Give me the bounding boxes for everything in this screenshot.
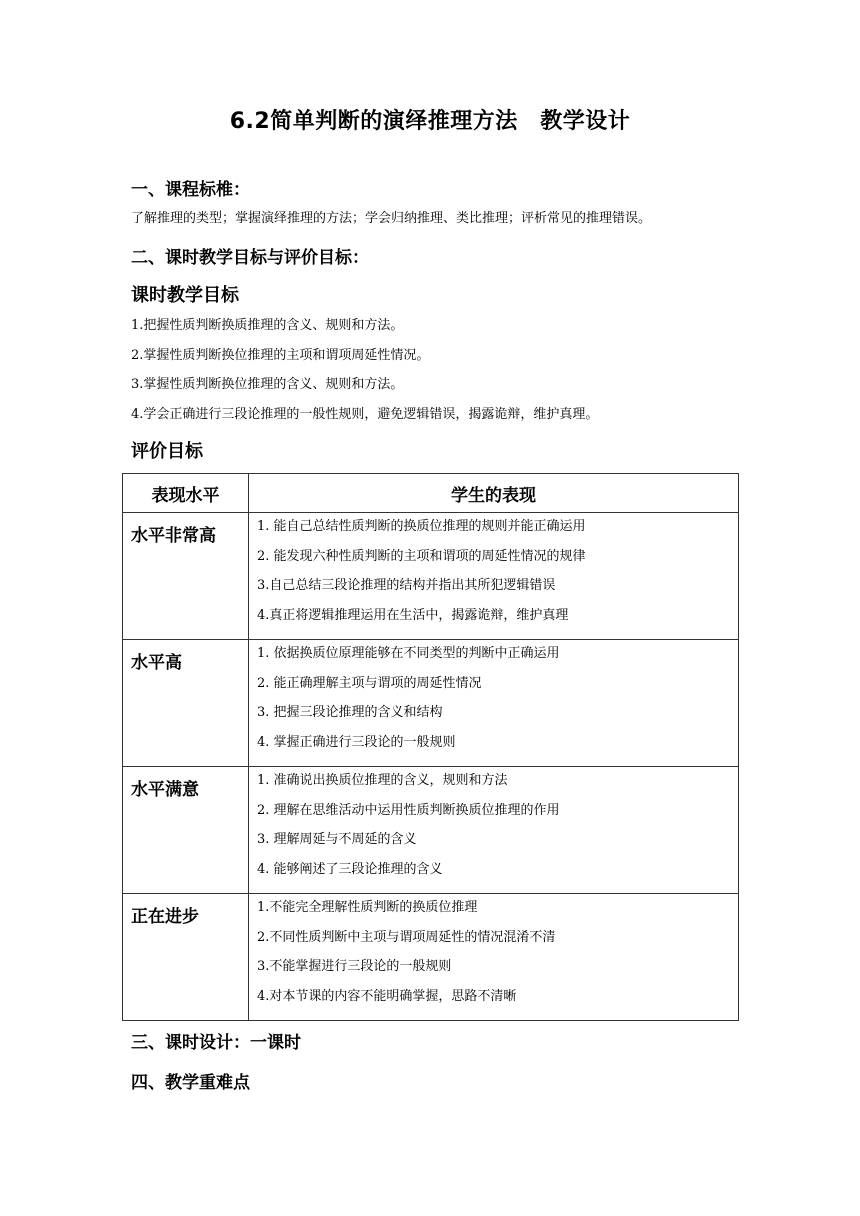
performance-item: 2. 理解在思维活动中运用性质判断换质位推理的作用 [257,802,560,818]
table-row [123,640,739,767]
performance-item: 4. 掌握正确进行三段论的一般规则 [257,734,456,750]
subheading-teaching-goals: 课时教学目标 [131,285,239,306]
teaching-goal-item: 1.把握性质判断换质推理的含义、规则和方法。 [131,318,404,333]
section-heading-curriculum-standard: 一、课程标椎： [131,180,250,200]
performance-item: 2. 能正确理解主项与谓项的周延性情况 [257,675,482,691]
level-cell: 正在进步 [123,894,249,1021]
performance-cell [249,767,739,894]
teaching-goals-list [131,316,598,434]
teaching-goal-item: 2.掌握性质判断换位推理的主项和谓项周延性情况。 [131,347,430,363]
section-heading-key-difficulties: 四、教学重难点 [131,1073,250,1093]
column-header-level: 表现水平 [123,474,249,513]
performance-item: 2.不同性质判断中主项与谓项周延性的情况混淆不清 [257,929,556,945]
performance-item: 1.不能完全理解性质判断的换质位推理 [257,900,478,915]
document-title: 6.2简单判断的演绎推理方法 教学设计 [229,109,631,134]
performance-item: 3. 理解周延与不周延的含义 [257,832,417,847]
subheading-evaluation-goals: 评价目标 [131,441,203,462]
section-heading-objectives: 二、课时教学目标与评价目标： [131,248,369,268]
performance-item: 4. 能够阐述了三段论推理的含义 [257,861,443,877]
curriculum-standard-text: 了解推理的类型；掌握演绎推理的方法；学会归纳推理、类比推理；评析常见的推理错误。 [131,211,652,226]
performance-cell [249,640,739,767]
table-row [123,767,739,894]
level-cell: 水平高 [123,640,249,767]
performance-item: 2. 能发现六种性质判断的主项和谓项的周延性情况的规律 [257,548,586,564]
teaching-goal-item: 3.掌握性质判断换位推理的含义、规则和方法。 [131,377,404,392]
evaluation-table [122,473,739,1021]
performance-item: 1. 能自己总结性质判断的换质位推理的规则并能正确运用 [257,519,586,534]
table-header-row [123,474,739,513]
table-row [123,894,739,1021]
performance-item: 4.对本节课的内容不能明确掌握，思路不清晰 [257,988,517,1004]
performance-item: 3.不能掌握进行三段论的一般规则 [257,959,452,974]
performance-item: 3.自己总结三段论推理的结构并指出其所犯逻辑错误 [257,578,556,593]
performance-item: 1. 依据换质位原理能够在不同类型的判断中正确运用 [257,646,560,661]
performance-item: 3. 把握三段论推理的含义和结构 [257,705,443,720]
column-header-performance: 学生的表现 [249,474,739,513]
level-cell: 水平满意 [123,767,249,894]
performance-cell [249,513,739,640]
table-row [123,513,739,640]
level-cell: 水平非常高 [123,513,249,640]
section-heading-lesson-design: 三、课时设计：一课时 [131,1033,301,1053]
teaching-goal-item: 4.学会正确进行三段论推理的一般性规则，避免逻辑错误，揭露诡辩，维护真理。 [131,406,599,422]
performance-cell [249,894,739,1021]
performance-item: 4.真正将逻辑推理运用在生活中，揭露诡辩，维护真理 [257,607,569,623]
performance-item: 1. 准确说出换质位推理的含义，规则和方法 [257,773,508,788]
